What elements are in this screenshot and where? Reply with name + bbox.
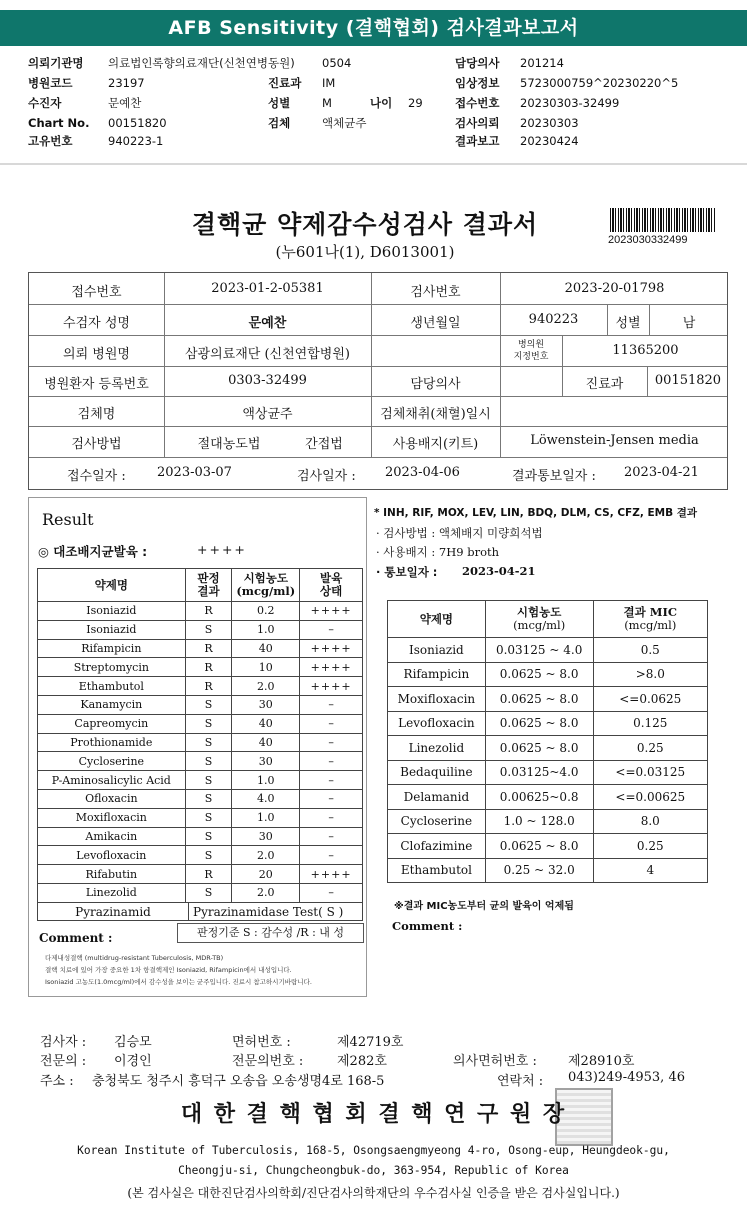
hospital-code-value: 23197 [108,76,145,90]
chart-value: 00151820 [108,116,167,130]
mic-range-cell: 1.0 ~ 128.0 [485,809,593,834]
growth-cell: – [300,695,363,714]
mic-range-cell: 0.0625 ~ 8.0 [485,711,593,736]
patient-value: 문예찬 [108,96,142,110]
patient-reg-label: 병원환자 등록번호 [44,377,149,392]
specialist-value: 이경인 [114,1054,152,1069]
concentration-cell: 2.0 [232,677,300,696]
mic-drug-cell: Bedaquiline [388,760,486,785]
growth-cell: – [300,883,363,902]
judgement-cell: R [185,677,232,696]
pyrazinamide-row [37,902,363,921]
table-row [38,883,363,902]
growth-cell: – [300,771,363,790]
mic-drug-cell: Rifampicin [388,662,486,687]
drug-name-cell: Isoniazid [38,602,186,621]
method-label: 검사방법 [71,437,122,452]
specimen-label: 검체 [268,116,291,130]
mic-medium: · 사용배지 : 7H9 broth [376,545,500,559]
mic-drug-cell: Isoniazid [388,638,486,663]
pyrazinamide-test: Pyrazinamidase Test( S ) [193,905,344,919]
table-row [38,808,363,827]
examinee-name-value: 문예찬 [248,316,287,331]
mic-table [387,600,708,883]
growth-cell: – [300,752,363,771]
judgement-cell: R [185,639,232,658]
institute-address-en-2: Cheongju-si, Chungcheongbuk-do, 363-954, Republic of Korea [178,1164,569,1177]
drug-name-cell: Levofloxacin [38,846,186,865]
mic-panel [370,497,727,997]
drug-name-cell: Rifampicin [38,639,186,658]
judgement-cell: R [185,865,232,884]
drug-name-cell: Amikacin [38,827,186,846]
method-value-b: 간접법 [305,437,343,452]
clinic-no-value: 11365200 [612,343,679,358]
result-table [37,568,363,903]
report-value: 20230424 [520,134,579,148]
mic-comment-label: Comment : [392,919,463,933]
concentration-cell: 2.0 [232,846,300,865]
mic-range-cell: 0.00625~0.8 [485,785,593,810]
receipt-date-label: 접수일자 : [67,469,126,484]
spec-license-label: 전문의번호 : [232,1054,304,1069]
judgement-cell: S [185,883,232,902]
table-row [38,602,363,621]
medium-value: Löwenstein-Jensen media [530,433,699,448]
report-title: 결핵균 약제감수성검사 결과서 [191,210,539,239]
mic-drug-cell: Delamanid [388,785,486,810]
table-row [38,714,363,733]
growth-cell: – [300,620,363,639]
request-label: 검사의뢰 [455,116,500,130]
judgement-cell: S [185,620,232,639]
mic-range-cell: 0.03125~4.0 [485,760,593,785]
specimen-name-label: 검체명 [77,407,116,422]
chart-label: Chart No. [28,116,90,130]
test-no-value: 2023-20-01798 [564,281,665,296]
notify-date-value: 2023-04-21 [624,465,699,480]
report-label: 결과보고 [455,134,500,148]
hospital-name-value: 삼광의료재단 (신천연합병원) [185,347,350,362]
growth-cell: – [300,808,363,827]
drug-name-cell: Rifabutin [38,865,186,884]
clinical-value: 5723000759^20230220^5 [520,76,679,90]
mic-drug-cell: Linezolid [388,736,486,761]
mic-drug-cell: Levofloxacin [388,711,486,736]
col-drug: 약제명 [38,569,186,602]
result-panel [28,497,367,997]
judgement-cell: S [185,733,232,752]
mic-result-cell: <=0.03125 [593,760,707,785]
dept-label: 진료과 [268,76,302,90]
receipt-date-value: 2023-03-07 [157,465,232,480]
mic-drug-cell: Ethambutol [388,858,486,883]
drug-name-cell: Isoniazid [38,620,186,639]
mic-result-cell: >8.0 [593,662,707,687]
receipt-no-label: 접수번호 [71,285,122,300]
license-value: 제42719호 [337,1035,404,1050]
concentration-cell: 1.0 [232,620,300,639]
col-judgement: 판정 결과 [185,569,232,602]
institution-value: 의료법인록향의료재단(신천연병동원) [108,56,295,70]
mic-note: ※결과 MIC농도부터 균의 발육이 억제됨 [394,901,574,912]
table-row [38,789,363,808]
mic-result-cell: 4 [593,858,707,883]
gender-label: 성별 [615,316,641,331]
growth-cell: – [300,733,363,752]
mic-result-cell: <=0.0625 [593,687,707,712]
method-value-a: 절대농도법 [197,437,261,452]
drug-name-cell: Ofloxacin [38,789,186,808]
table-row [388,809,708,834]
clinic-no-label-a: 병의원 [517,340,545,350]
table-row [388,858,708,883]
contact-label: 연락처 : [497,1074,544,1089]
table-row [38,677,363,696]
growth-cell: – [300,714,363,733]
mic-range-cell: 0.03125 ~ 4.0 [485,638,593,663]
barcode [610,208,716,232]
mic-result-cell: 0.25 [593,736,707,761]
table-row [38,658,363,677]
license-label: 면허번호 : [232,1035,291,1050]
table-row [38,695,363,714]
doctor-license-value: 제28910호 [568,1054,635,1069]
concentration-cell: 30 [232,752,300,771]
drug-name-cell: Kanamycin [38,695,186,714]
sex-label: 성별 [268,96,291,110]
mic-range-cell: 0.0625 ~ 8.0 [485,687,593,712]
table-row [38,846,363,865]
report-subtitle: (누601나(1), D6013001) [275,243,455,261]
doctor-license-label: 의사면허번호 : [453,1054,537,1069]
judgement-cell: S [185,695,232,714]
receipt-no-value: 2023-01-2-05381 [211,281,324,296]
department-value: 00151820 [654,373,722,388]
certification-note: (본 검사실은 대한진단검사의학회/진단검사의학재단의 우수검사실 인증을 받은 검사실입니다.) [127,1186,620,1200]
specimen-name-value: 액상균주 [242,407,293,422]
concentration-cell: 2.0 [232,883,300,902]
receipt-value: 20230303-32499 [520,96,620,110]
control-growth-label: ◎ 대조배지균발육 : [38,544,148,559]
result-title: Result [42,510,94,529]
concentration-cell: 30 [232,695,300,714]
test-no-label: 검사번호 [410,285,461,300]
growth-cell: ++++ [300,677,363,696]
mic-result-cell: 0.5 [593,638,707,663]
growth-cell: ++++ [300,865,363,884]
judgement-cell: S [185,789,232,808]
judgement-legend: 판정기준 S : 감수성 /R : 내 성 [177,923,364,943]
header-info [0,52,747,152]
patient-label: 수진자 [28,96,62,110]
concentration-cell: 1.0 [232,808,300,827]
institution-code: 0504 [322,56,352,70]
drug-name-cell: Cycloserine [38,752,186,771]
table-row [38,620,363,639]
table-row [38,752,363,771]
receipt-label: 접수번호 [455,96,500,110]
tester-label: 검사자 : [40,1035,87,1050]
hospital-name-label: 의뢰 병원명 [63,347,130,362]
age-value: 29 [408,96,423,110]
institution-label: 의뢰기관명 [28,56,84,70]
concentration-cell: 40 [232,714,300,733]
mic-notify-label: · 통보일자 : [376,565,438,579]
concentration-cell: 30 [232,827,300,846]
specimen-value: 액체균주 [322,116,367,130]
growth-cell: – [300,789,363,808]
table-row [388,736,708,761]
growth-cell: ++++ [300,639,363,658]
drug-name-cell: Linezolid [38,883,186,902]
table-row [38,639,363,658]
medium-label: 사용배지(키트) [392,437,479,452]
judgement-cell: S [185,827,232,846]
judgement-cell: S [185,714,232,733]
judgement-cell: R [185,658,232,677]
request-value: 20230303 [520,116,579,130]
institute-address-en-1: Korean Institute of Tuberculosis, 168-5, Osongsaengmyeong 4-ro, Osong-eup, Heungdeok-gu, [77,1144,670,1157]
hospital-code-label: 병원코드 [28,76,73,90]
judgement-cell: S [185,808,232,827]
gender-value: 남 [682,316,696,331]
table-row [38,733,363,752]
mic-result-cell: 8.0 [593,809,707,834]
drug-name-cell: Moxifloxacin [38,808,186,827]
mic-method: · 검사방법 : 액체배지 미량희석법 [376,526,543,540]
clinical-label: 임상정보 [455,76,500,90]
divider [0,163,747,165]
pyrazinamide-name: Pyrazinamid [75,905,151,919]
examinee-name-label: 수검자 성명 [63,316,130,331]
mic-range-cell: 0.25 ~ 32.0 [485,858,593,883]
institute-name: 대 한 결 핵 협 회 결 핵 연 구 원 장 [180,1101,567,1127]
concentration-cell: 40 [232,639,300,658]
unique-label: 고유번호 [28,134,73,148]
mic-drug-cell: Cycloserine [388,809,486,834]
specialist-label: 전문의 : [40,1054,87,1069]
notify-date-label: 결과통보일자 : [512,469,596,484]
mic-range-cell: 0.0625 ~ 8.0 [485,662,593,687]
concentration-cell: 4.0 [232,789,300,808]
growth-cell: – [300,827,363,846]
tester-value: 김승모 [114,1035,152,1050]
col-concentration: 시험농도 (mcg/ml) [232,569,300,602]
mic-result-cell: <=0.00625 [593,785,707,810]
sex-value: M [322,96,332,110]
address-label: 주소 : [40,1074,74,1089]
collection-date-label: 검체채취(채혈)일시 [380,407,491,422]
growth-cell: – [300,846,363,865]
spec-license-value: 제282호 [337,1054,387,1069]
test-date-value: 2023-04-06 [385,465,460,480]
judgement-cell: S [185,752,232,771]
judgement-cell: S [185,846,232,865]
patient-info-grid [28,272,728,490]
doctor-label: 담당의사 [455,56,500,70]
address-value: 충청북도 청주시 흥덕구 오송읍 오송생명4로 168-5 [92,1074,385,1089]
age-label: 나이 [370,96,393,110]
table-row [388,687,708,712]
judgement-cell: R [185,602,232,621]
drug-name-cell: P-Aminosalicylic Acid [38,771,186,790]
mic-heading: * INH, RIF, MOX, LEV, LIN, BDQ, DLM, CS, CFZ, EMB 결과 [374,507,698,519]
mic-col-concentration: 시험농도 (mcg/ml) [485,601,593,638]
mic-range-cell: 0.0625 ~ 8.0 [485,834,593,859]
table-row [388,785,708,810]
table-row [388,834,708,859]
mic-drug-cell: Moxifloxacin [388,687,486,712]
drug-name-cell: Capreomycin [38,714,186,733]
clinic-no-label-b: 지정번호 [513,352,549,362]
unique-value: 940223-1 [108,134,164,148]
mic-result-cell: 0.125 [593,711,707,736]
report-banner-title: AFB Sensitivity (결핵협회) 검사결과보고서 [0,10,747,46]
drug-name-cell: Streptomycin [38,658,186,677]
contact-value: 043)249-4953, 46 [568,1070,685,1085]
table-row [388,760,708,785]
control-growth-value: ++++ [197,542,247,557]
concentration-cell: 1.0 [232,771,300,790]
comment-text: 다제내성결핵 (multidrug-resistant Tuberculosis, MDR-TB) 결핵 치료에 있어 가장 중요한 1차 항결핵제인 Isoniazid, Rifampicin에서 내성입니다. Isoniazid 고농도(1.0mcg/ml)에서 감수성을 보이는 균주입니다. 진료시 참고하시기바랍니다. [45,954,312,986]
table-row [388,638,708,663]
concentration-cell: 40 [232,733,300,752]
growth-cell: ++++ [300,602,363,621]
col-growth: 발육 상태 [300,569,363,602]
concentration-cell: 0.2 [232,602,300,621]
mic-range-cell: 0.0625 ~ 8.0 [485,736,593,761]
mic-notify-date: 2023-04-21 [462,564,536,578]
comment-label: Comment : [39,931,113,945]
birthdate-label: 생년월일 [410,316,461,331]
table-row [388,662,708,687]
attending-label: 담당의사 [410,377,461,392]
test-date-label: 검사일자 : [297,469,356,484]
barcode-number: 2023030332499 [608,234,688,246]
judgement-cell: S [185,771,232,790]
mic-col-result: 결과 MIC (mcg/ml) [593,601,707,638]
birthdate-value: 940223 [528,312,579,327]
table-row [388,711,708,736]
dept-value: IM [322,76,336,90]
patient-reg-value: 0303-32499 [228,373,307,388]
concentration-cell: 20 [232,865,300,884]
drug-name-cell: Ethambutol [38,677,186,696]
mic-drug-cell: Clofazimine [388,834,486,859]
department-label: 진료과 [585,377,624,392]
growth-cell: ++++ [300,658,363,677]
mic-col-drug: 약제명 [388,601,486,638]
table-row [38,827,363,846]
drug-name-cell: Prothionamide [38,733,186,752]
table-row [38,771,363,790]
concentration-cell: 10 [232,658,300,677]
table-row [38,865,363,884]
doctor-value: 201214 [520,56,564,70]
mic-result-cell: 0.25 [593,834,707,859]
